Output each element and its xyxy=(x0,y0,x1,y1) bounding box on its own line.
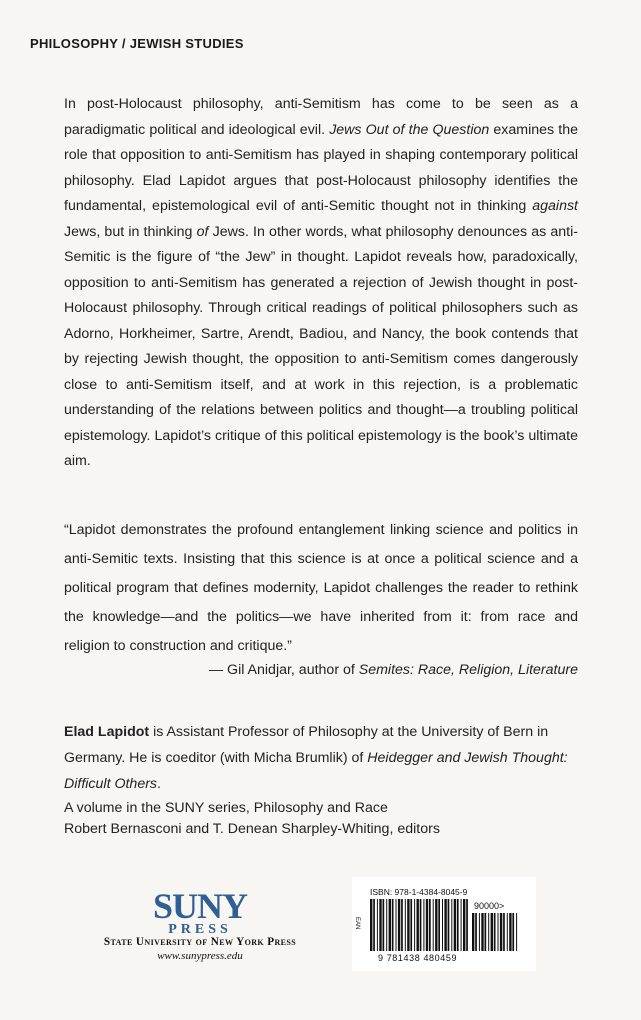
barcode-bar xyxy=(383,899,385,951)
barcode-bar xyxy=(423,899,424,951)
barcode-bar xyxy=(448,899,450,951)
barcode-bar xyxy=(405,899,406,951)
barcode-bar xyxy=(417,899,419,951)
barcode-bar xyxy=(442,899,443,951)
coedited-title: Heidegger and Jewish Thought: Difficult Others xyxy=(64,750,568,792)
publisher-url: www.sunypress.edu xyxy=(157,950,243,962)
barcode-bar xyxy=(463,899,465,951)
barcode-bar xyxy=(475,913,477,951)
suny-press-logo-icon xyxy=(144,888,256,934)
barcode-bar xyxy=(386,899,387,951)
book-title: Jews Out of the Question xyxy=(329,121,490,138)
bio-text: is Assistant Professor of Philosophy at the University of Bern in Germany. He is coeditor (with Micha Brumlik) of xyxy=(64,724,549,766)
barcode-bars-icon xyxy=(370,899,468,951)
barcode-bar xyxy=(516,913,517,951)
barcode-bar xyxy=(498,913,499,951)
barcode-bar xyxy=(491,913,493,951)
barcode-bar xyxy=(472,913,474,951)
barcode-bar xyxy=(429,899,431,951)
barcode-bar xyxy=(485,913,487,951)
author-name: Elad Lapidot xyxy=(64,724,150,740)
barcode-bar xyxy=(370,899,372,951)
barcode-bar xyxy=(500,913,502,951)
author-bio xyxy=(64,719,578,797)
endorsement-quote: “Lapidot demonstrates the profound entanglement linking science and politics in anti-Semitic texts. Insisting that this science is at once a political science and a political program that defines modernity, Lapidot challenges the reader to rethink the knowledge—and the politics—we have inherited from it: from race and religion to construction and critique.” xyxy=(64,522,578,654)
barcode-bar xyxy=(438,899,440,951)
barcode-bar xyxy=(389,899,391,951)
emphasis-against: against xyxy=(532,198,578,214)
barcode-bar xyxy=(509,913,511,951)
barcode-bar xyxy=(488,913,489,951)
barcode-bar xyxy=(444,899,446,951)
barcode-bar xyxy=(398,899,400,951)
barcode-bar xyxy=(503,913,505,951)
description-text: Jews, but in thinking xyxy=(64,223,197,240)
barcode xyxy=(352,877,536,971)
book-description xyxy=(64,92,578,475)
barcode-bar xyxy=(466,899,468,951)
series-line: A volume in the SUNY series, Philosophy and Race xyxy=(64,800,388,816)
barcode-bar xyxy=(457,899,459,951)
barcode-bar xyxy=(420,899,422,951)
price-code: 90000> xyxy=(474,901,505,911)
category-label: PHILOSOPHY / JEWISH STUDIES xyxy=(30,36,244,51)
attribution-prefix: — Gil Anidjar, author of xyxy=(208,662,359,678)
barcode-bar xyxy=(377,899,378,951)
emphasis-of: of xyxy=(196,223,209,240)
barcode-bar xyxy=(481,913,483,951)
svg-text:SUNY: SUNY xyxy=(152,888,248,926)
barcode-bar xyxy=(396,899,397,951)
isbn-label: ISBN: 978-1-4384-8045-9 xyxy=(370,887,468,897)
barcode-bar xyxy=(426,899,428,951)
barcode-bar xyxy=(512,913,514,951)
description-text: Jews. In other words, what philosophy denounces as anti-Semitic is the figure of “the Jew” in thought. Lapidot reveals how, paradoxically, opposition to anti-Semitism has generated a rejection of Jewish thought in post-Holocaust philosophy. Through critical readings of political philosophers such as Adorno, Horkheimer, Sartre, Arendt, Badiou, and Nancy, the book contends that by rejecting Jewish thought, the opposition to anti-Semitism comes dangerously close to anti-Semitism itself, and at work in this rejection, is a problematic understanding of the relations between politics and thought—a troubling political epistemology. Lapidot’s critique of this political epistemology is the book’s ultimate aim. xyxy=(64,223,578,469)
barcode-bar xyxy=(407,899,409,951)
barcode-bar xyxy=(433,899,434,951)
attribution-work-title: Semites: Race, Religion, Literature xyxy=(358,662,578,678)
bio-text: . xyxy=(157,776,161,792)
barcode-bar xyxy=(414,899,415,951)
barcode-bar xyxy=(401,899,403,951)
barcode-bar xyxy=(479,913,480,951)
barcode-bar xyxy=(454,899,456,951)
barcode-bar xyxy=(392,899,394,951)
series-editors: Robert Bernasconi and T. Denean Sharpley-Whiting, editors xyxy=(64,821,440,837)
svg-text:PRESS: PRESS xyxy=(168,922,232,934)
barcode-bar xyxy=(379,899,381,951)
barcode-bar xyxy=(373,899,375,951)
ean-label: EAN xyxy=(354,917,360,930)
barcode-bar xyxy=(507,913,508,951)
endorsement-attribution xyxy=(64,660,578,680)
barcode-bar xyxy=(435,899,437,951)
publisher-logo xyxy=(96,888,304,972)
series-info xyxy=(64,798,578,840)
description-text: In post-Holocaust philosophy, anti-Semitism has come to be seen as a paradigmatic political and ideological evil. xyxy=(64,96,578,138)
barcode-bar xyxy=(451,899,452,951)
barcode-digits: 9 781438 480459 xyxy=(378,953,458,963)
description-text: examines the role that opposition to anti-Semitism has played in shaping contemporary political philosophy. Elad Lapidot argues that post-Holocaust philosophy identifies the fundamental, epistemological evil of anti-Semitic thought not in thinking xyxy=(64,121,578,214)
barcode-bar xyxy=(410,899,412,951)
publisher-name: State University of New York Press xyxy=(103,936,297,948)
barcode-bar xyxy=(494,913,496,951)
barcode-addon-bars-icon xyxy=(472,913,518,951)
barcode-bar xyxy=(461,899,462,951)
